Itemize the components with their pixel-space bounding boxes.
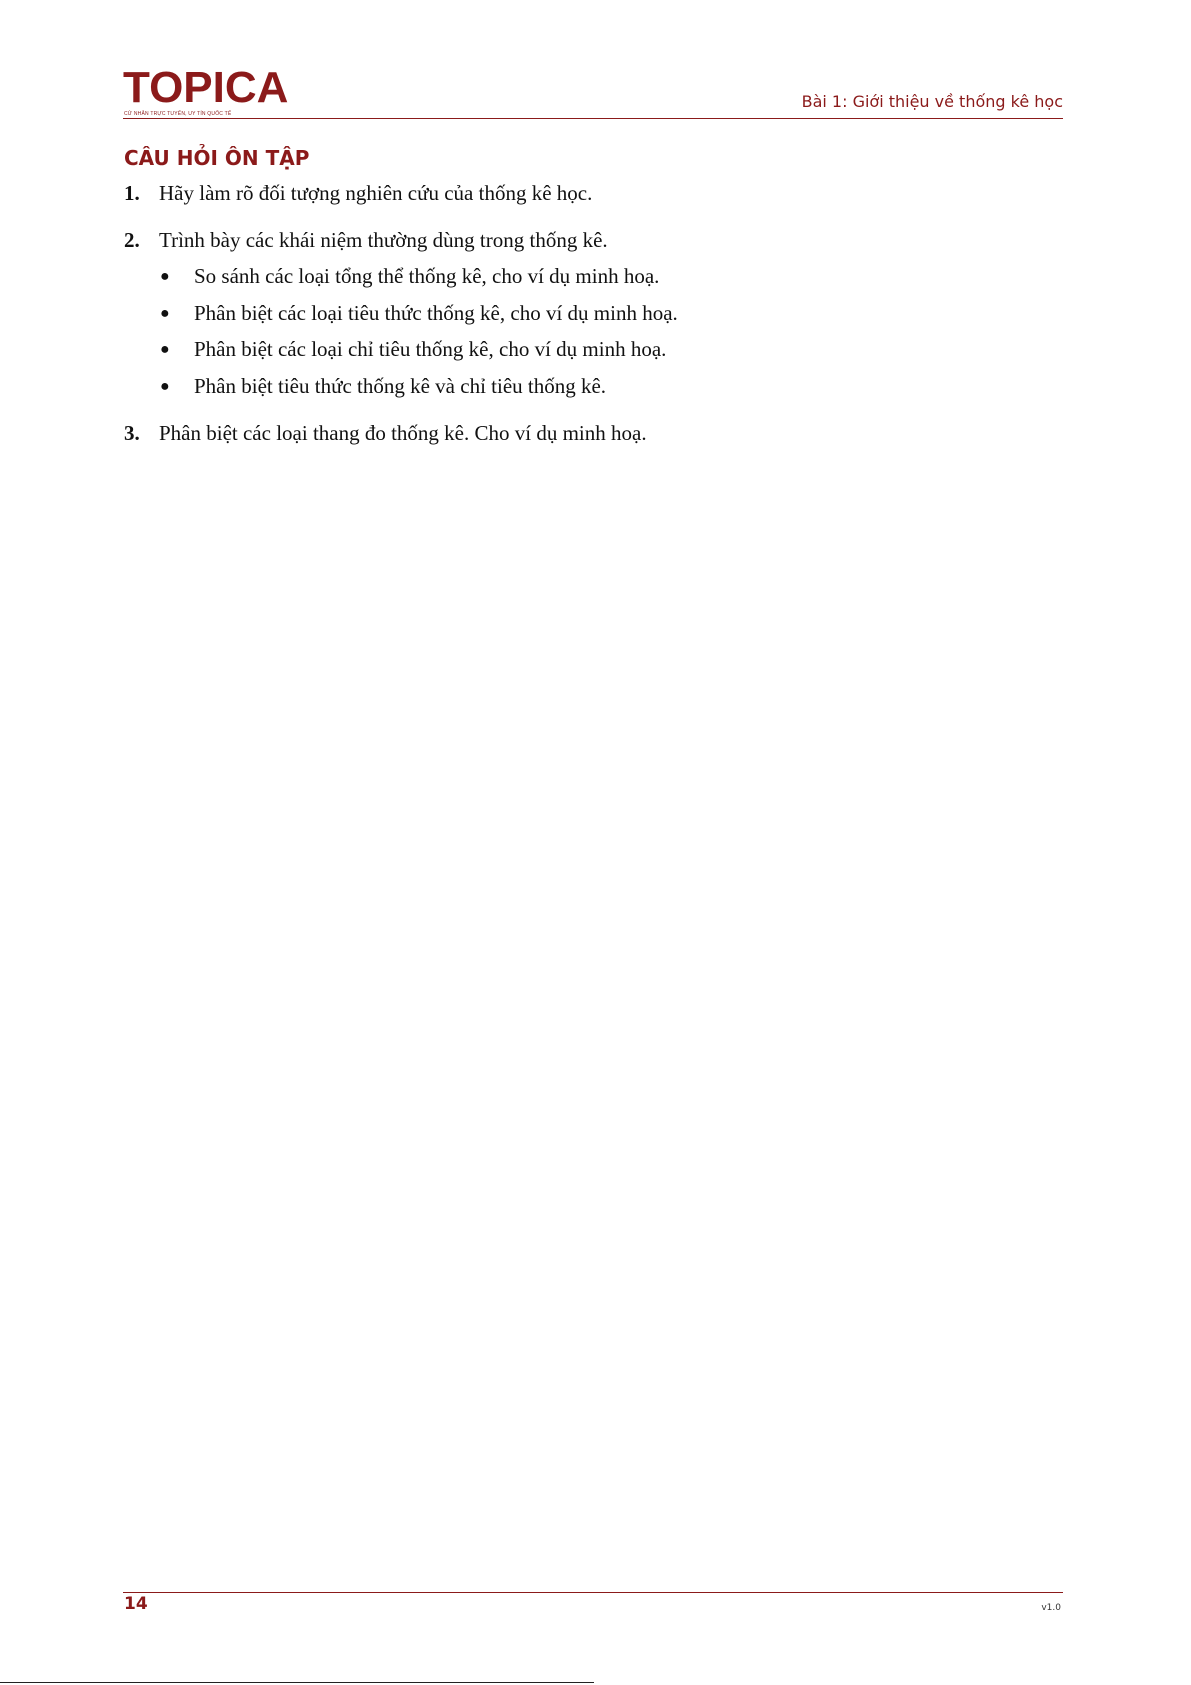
question-number: 2. <box>124 228 140 252</box>
question-text: Phân biệt các loại thang đo thống kê. Cho ví dụ minh hoạ. <box>159 421 647 445</box>
list-item-text: Phân biệt tiêu thức thống kê và chỉ tiêu thống kê. <box>194 374 607 398</box>
list-item <box>160 373 606 400</box>
bullet-icon: ● <box>160 268 170 285</box>
header-divider <box>123 118 1063 119</box>
logo-wordmark: TOPICA <box>123 63 289 112</box>
bullet-icon: ● <box>160 341 170 358</box>
question-3 <box>124 420 647 446</box>
bullet-icon: ● <box>160 378 170 395</box>
version-label: v1.0 <box>1041 1603 1061 1613</box>
list-item <box>160 300 678 327</box>
question-2 <box>124 227 608 253</box>
question-text: Hãy làm rõ đối tượng nghiên cứu của thống kê học. <box>159 181 593 205</box>
list-item <box>160 336 666 363</box>
question-1 <box>124 180 592 206</box>
bullet-icon: ● <box>160 305 170 322</box>
page-bottom-rule <box>0 1682 594 1683</box>
list-item-text: Phân biệt các loại tiêu thức thống kê, cho ví dụ minh hoạ. <box>194 301 678 325</box>
topica-logo <box>123 63 289 118</box>
list-item <box>160 263 659 290</box>
footer-divider <box>123 1592 1063 1593</box>
running-header-title: Bài 1: Giới thiệu về thống kê học <box>801 92 1063 111</box>
question-text: Trình bày các khái niệm thường dùng trong thống kê. <box>159 228 608 252</box>
list-item-text: Phân biệt các loại chỉ tiêu thống kê, cho ví dụ minh hoạ. <box>194 337 667 361</box>
page-number: 14 <box>124 1594 148 1614</box>
list-item-text: So sánh các loại tổng thể thống kê, cho ví dụ minh hoạ. <box>194 264 660 288</box>
logo-tagline: CỬ NHÂN TRỰC TUYẾN, UY TÍN QUỐC TẾ <box>124 111 232 117</box>
question-number: 1. <box>124 181 140 205</box>
question-number: 3. <box>124 421 140 445</box>
section-title: CÂU HỎI ÔN TẬP <box>124 146 310 170</box>
